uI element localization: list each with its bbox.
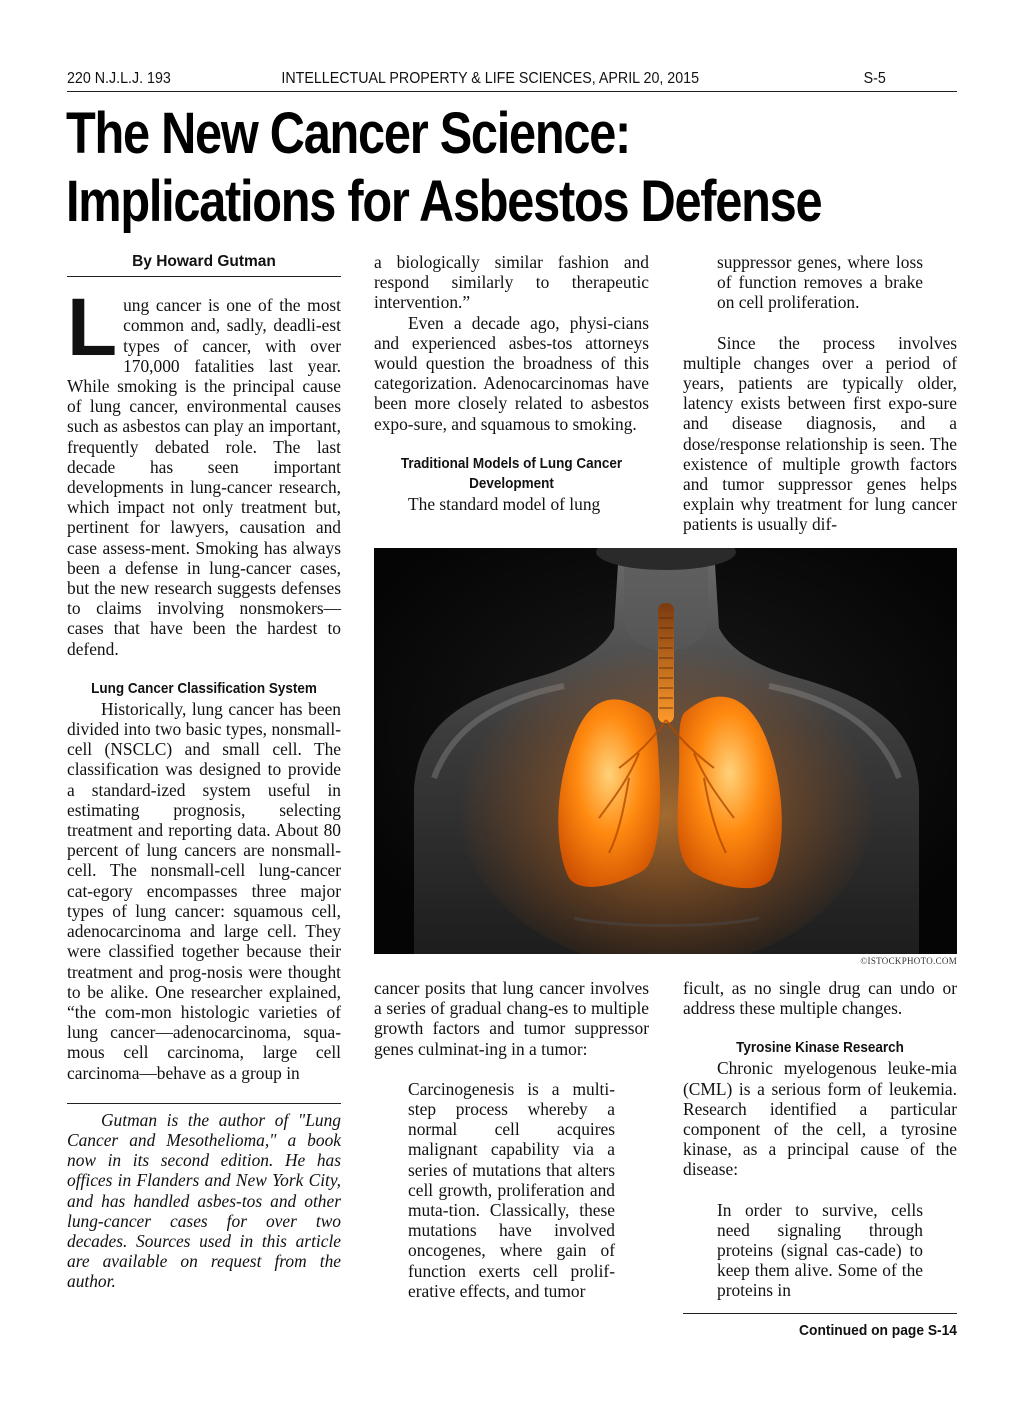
- lung-illustration: [374, 548, 957, 954]
- standard-model-paragraph: The standard model of lung: [408, 493, 601, 514]
- human-torso-lungs-image: [374, 548, 957, 954]
- subhead-traditional-models: Traditional Models of Lung Cancer Development: [400, 454, 623, 492]
- column-1: [67, 250, 341, 1292]
- subhead-tyrosine-kinase: Tyrosine Kinase Research: [736, 1039, 904, 1057]
- byline: By Howard Gutman: [67, 250, 341, 277]
- section-title: INTELLECTUAL PROPERTY & LIFE SCIENCES, APRIL 20, 2015: [281, 70, 700, 87]
- page-number: S-5: [863, 70, 886, 87]
- blockquote-signaling: In order to survive, cells need signaling through proteins (signal cas-cade) to keep them alive. Some of the proteins in: [717, 1199, 923, 1301]
- citation: 220 N.J.L.J. 193: [67, 70, 171, 87]
- posits-paragraph: cancer posits that lung cancer involves a series of gradual chang-es to multiple growth factors and tumor suppressor genes culminat-ing in a tumor:: [374, 978, 649, 1059]
- column-3-bottom: [683, 978, 957, 1301]
- drop-cap: L: [67, 282, 118, 374]
- intro-text: ung cancer is one of the most common and, sadly, deadli-est types of cancer, with over 170,000 fatalities last year. While smoking is the principal cause of lung cancer, environmental causes such as asbestos can play an important, frequently debated role. The last decade has seen important developments in lung-cancer research, which impact not only treatment but, pertinent for lawyers, causation and case assess-ment. Smoking has always been a defense in lung-cancer cases, but the new research suggests defenses to claims involving nonsmokers—cases that have been the hardest to defend.: [67, 295, 341, 659]
- intro-paragraph: [67, 282, 341, 659]
- headline-line-2: Implications for Asbestos Defense: [66, 169, 822, 234]
- cml-paragraph: Chronic myelogenous leuke-mia (CML) is a serious form of leukemia. Research identified a particular component of the cell, a tyrosine kinase, as a principal cause of the disease:: [683, 1058, 957, 1180]
- headline: [66, 100, 822, 236]
- column-2-top: [374, 252, 649, 514]
- decade-paragraph: Even a decade ago, physi-cians and experienced asbes-tos attorneys would question the broadness of this categorization. Adenocarcinomas have been more closely related to asbestos expo-sure, and squamous to smoking.: [374, 312, 649, 434]
- process-paragraph: Since the process involves multiple changes over a period of years, patients are typically older, latency exists between first expo-sure and disease diagnosis, and a dose/response relationship is seen. The existence of multiple growth factors and tumor suppressor genes helps explain why treatment for lung cancer patients is usually dif-: [683, 332, 957, 535]
- continued-link[interactable]: Continued on page S-14: [799, 1322, 957, 1339]
- running-head: [67, 70, 886, 90]
- quote-continuation: a biologically similar fashion and respond similarly to therapeutic intervention.”: [374, 252, 649, 313]
- header-rule: [67, 91, 957, 92]
- column-2-bottom: [374, 978, 649, 1301]
- headline-line-1: The New Cancer Science:: [66, 101, 631, 166]
- difficult-paragraph: ficult, as no single drug can undo or address these multiple changes.: [683, 978, 957, 1019]
- photo-credit: ©ISTOCKPHOTO.COM: [860, 956, 957, 966]
- author-bio-text: Gutman is the author of "Lung Cancer and Mesothelioma," a book now in its second edition. He has offices in Flanders and New York City, and has handled asbes-tos and other lung-cancer cases for over two decades. Sources used in this article are available on request from the author.: [67, 1109, 341, 1292]
- subhead-classification: Lung Cancer Classification System: [91, 679, 317, 697]
- column-3-top: [683, 252, 957, 535]
- author-bio: [67, 1103, 341, 1292]
- continued-rule: [683, 1313, 957, 1314]
- blockquote-carcinogenesis: Carcinogenesis is a multi-step process whereby a normal cell acquires malignant capability via a series of mutations that alters cell growth, proliferation and muta-tion. Classically, these mutations have involved oncogenes, where gain of function exerts cell prolif-erative effects, and tumor: [408, 1078, 615, 1301]
- blockquote-continuation: suppressor genes, where loss of function removes a brake on cell proliferation.: [717, 252, 923, 313]
- classification-paragraph: Historically, lung cancer has been divided into two basic types, nonsmall-cell (NSCLC) and small cell. The classification was designed to provide a standard-ized system useful in estimating prognosis, selecting treatment and reporting data. About 80 percent of lung cancers are nonsmall-cell. The nonsmall-cell lung-cancer cat-egory encompasses three major types of lung cancer: squamous cell, adenocarcinoma and large cell. They were classified together because their treatment and prog-nosis were thought to be alike. One researcher explained, “the com-mon histologic varieties of lung cancer—adenocarcinoma, squa-mous cell carcinoma, large cell carcinoma—behave as a group in: [67, 698, 341, 1083]
